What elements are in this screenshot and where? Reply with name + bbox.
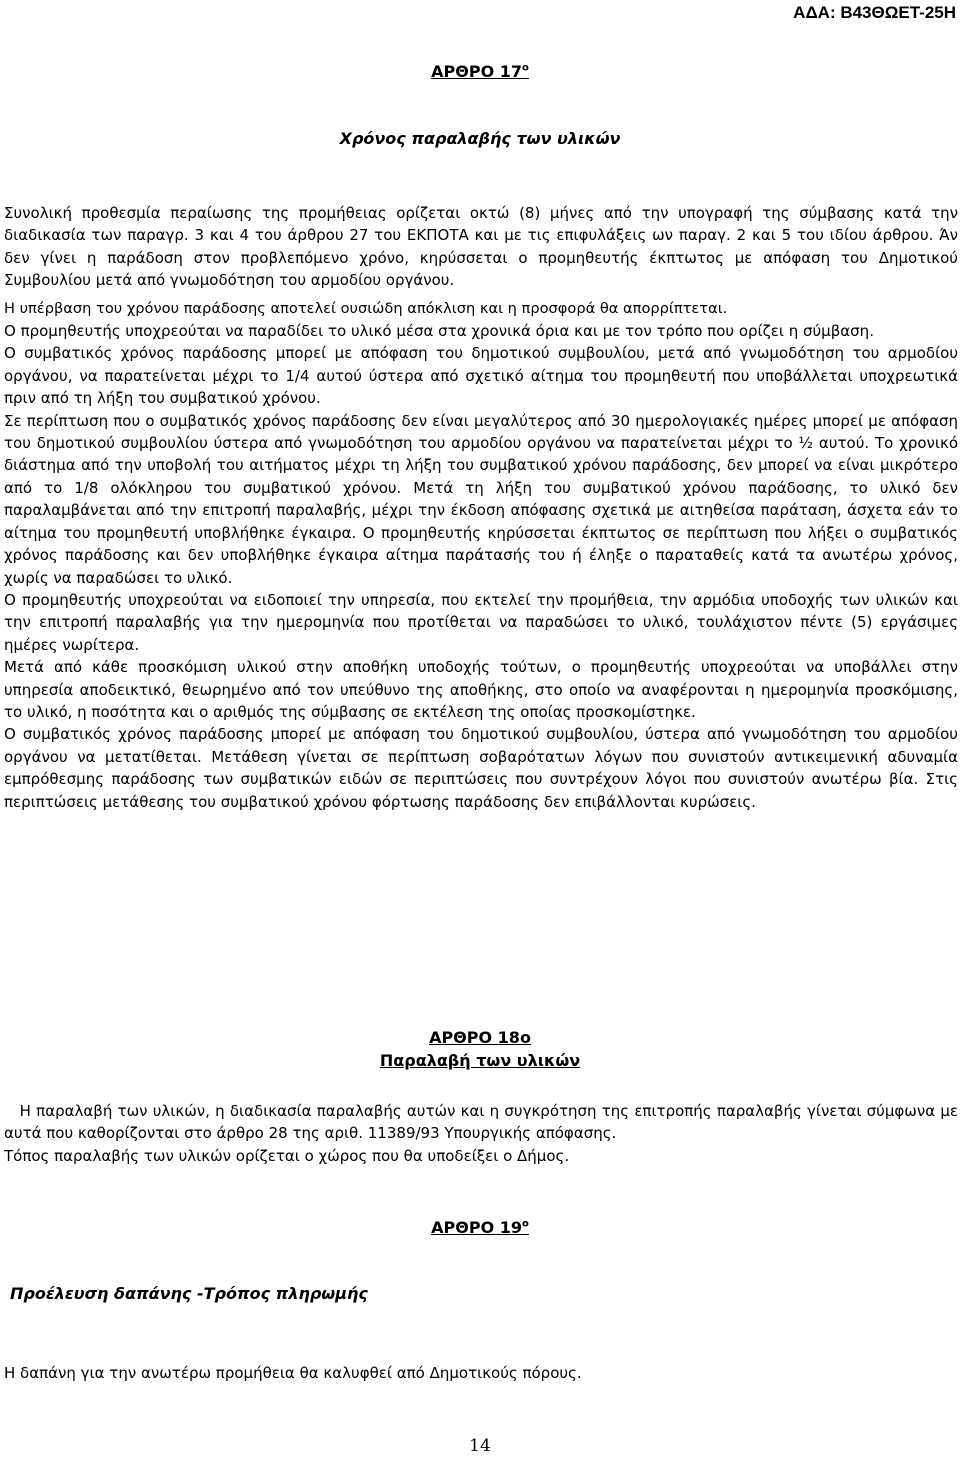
article-17-paragraph-2: Η υπέρβαση του χρόνου παράδοσης αποτελεί ουσιώδη απόκλιση και η προσφορά θα απορρίπτεται. <box>4 299 728 317</box>
article-18-paragraph-2: Τόπος παραλαβής των υλικών ορίζεται ο χώρος που θα υποδείξει ο Δήμος. <box>4 1146 570 1165</box>
article-19-heading-text: ΑΡΘΡΟ 19 <box>431 1218 522 1237</box>
article-19-subtitle: Προέλευση δαπάνης -Τρόπος πληρωμής <box>10 1284 368 1303</box>
article-18-paragraph-1: Η παραλαβή των υλικών, η διαδικασία παραλαβής αυτών και η συγκρότηση της επιτροπής παραλαβής γίνεται σύμφωνα με αυτά που καθορίζονται στο άρθρο 28 της αριθ. 11389/93 Υπουργικής απόφασης. <box>4 1102 959 1143</box>
article-17-paragraph-8: Ο συμβατικός χρόνος παράδοσης μπορεί με απόφαση του δημοτικού συμβουλίου, ύστερα από γνωμοδότηση του αρμοδίου οργάνου να μετατίθεται. Μετάθεση γίνεται σε περίπτωση σοβαρότατων λόγων που συνιστούν αντικειμενική αδυναμία εμπρόθεσμης παράδοσης των συμβατικών ειδών σε περιπτώσεις που συντρέχουν λόγοι που συνιστούν ανωτέρω βία. Στις περιπτώσεις μετάθεσης του συμβατικού χρόνου φόρτωσης παράδοσης δεν επιβάλλονται κυρώσεις. <box>4 725 958 811</box>
article-17-subtitle: Χρόνος παραλαβής των υλικών <box>339 129 621 148</box>
article-17-paragraph-5: Σε περίπτωση που ο συμβατικός χρόνος παράδοσης δεν είναι μεγαλύτερος από 30 ημερολογιακές ημέρες μπορεί με απόφαση του δημοτικού συμβουλίου ύστερα από γνωμοδότηση του αρμοδίου οργάνου να παρατείνεται μέχρι το ½ αυτού. Το χρονικό διάστημα από την υποβολή του αιτήματος μέχρι τη λήξη του συμβατικού χρόνου παράδοσης, δεν μπορεί να είναι μικρότερο από το 1/8 ολόκληρου του συμβατικού χρόνου. Μετά τη λήξη του συμβατικού χρόνου παράδοσης, το υλικό δεν παραλαμβάνεται από την επιτροπή παραλαβής, μέχρι την έκδοση απόφασης σχετικά με αιτηθείσα παράταση, άσχετα εάν το αίτημα του προμηθευτή υποβλήθηκε έγκαιρα. Ο προμηθευτής κηρύσσεται έκπτωτος σε περίπτωση που λήξει ο συμβατικός χρόνος παράδοσης και δεν υποβλήθηκε έγκαιρα αίτημα παράτασής του ή έληξε ο παραταθείς κατά τα ανωτέρω χρόνος, χωρίς να παραδώσει το υλικό. <box>4 411 958 587</box>
ada-code: ΑΔΑ: Β43ΘΩΕΤ-25Η <box>793 3 956 22</box>
article-19-paragraph-1: Η δαπάνη για την ανωτέρω προμήθεια θα καλυφθεί από Δημοτικούς πόρους. <box>4 1364 582 1382</box>
article-19-heading-sup: ο <box>522 1218 529 1230</box>
article-18-heading: ΑΡΘΡΟ 18ο <box>429 1028 531 1047</box>
article-17-paragraph-3: Ο προμηθευτής υποχρεούται να παραδίδει το υλικό μέσα στα χρονικά όρια και με τον τρόπο που ορίζει η σύμβαση. <box>4 322 874 341</box>
article-19-heading <box>0 1218 960 1237</box>
article-17-body <box>4 202 958 813</box>
article-17-heading-text: ΑΡΘΡΟ 17 <box>431 62 522 81</box>
page-number: 14 <box>469 1436 491 1456</box>
article-17-paragraph-7: Μετά από κάθε προσκόμιση υλικού στην αποθήκη υποδοχής τούτων, ο προμηθευτής υποχρεούται να υποβάλλει στην υπηρεσία αποδεικτικό, θεωρημένο από τον υπεύθυνο της αποθήκης, στο οποίο να αναφέρονται η ημερομηνία προσκόμισης, το υλικό, η ποσότητα και ο αριθμός της σύμβασης σε εκτέλεση της οποίας προσκομίστηκε. <box>4 658 958 721</box>
article-17-paragraph-1: Συνολική προθεσμία περαίωσης της προμήθειας ορίζεται οκτώ (8) μήνες από την υπογραφή της σύμβασης κατά την διαδικασία των παραγρ. 3 και 4 του άρθρου 27 του ΕΚΠΟΤΑ και με τις επιφυλάξεις ων παραγ. 2 και 5 του ιδίου άρθρου. Άν δεν γίνει η παράδοση στον προβλεπόμενο χρόνο, κηρύσσεται ο προμηθευτής έκπτωτος με απόφαση του Δημοτικού Συμβουλίου μετά από γνωμοδότηση του αρμοδίου οργάνου. <box>4 204 958 290</box>
article-17-paragraph-6: Ο προμηθευτής υποχρεούται να ειδοποιεί την υπηρεσία, που εκτελεί την προμήθεια, την αρμόδια υποδοχής των υλικών και την επιτροπή παραλαβής για την ημερομηνία που προτίθεται να παραδώσει το υλικό, τουλάχιστον πέντε (5) εργάσιμες ημέρες νωρίτερα. <box>4 590 958 654</box>
article-17-paragraph-4: Ο συμβατικός χρόνος παράδοσης μπορεί με απόφαση του δημοτικού συμβουλίου, μετά από γνωμοδότηση του αρμοδίου οργάνου, να παρατείνεται μέχρι το 1/4 αυτού ύστερα από σχετικό αίτημα του προμηθευτή που υποβάλλεται υποχρεωτικά πριν από τη λήξη του συμβατικού χρόνου. <box>4 344 958 408</box>
article-17-heading-sup: ο <box>522 62 529 74</box>
article-17-heading <box>0 62 960 81</box>
article-18-body <box>4 1100 958 1167</box>
article-18-subtitle: Παραλαβή των υλικών <box>379 1051 581 1070</box>
article-19-body <box>4 1362 958 1384</box>
